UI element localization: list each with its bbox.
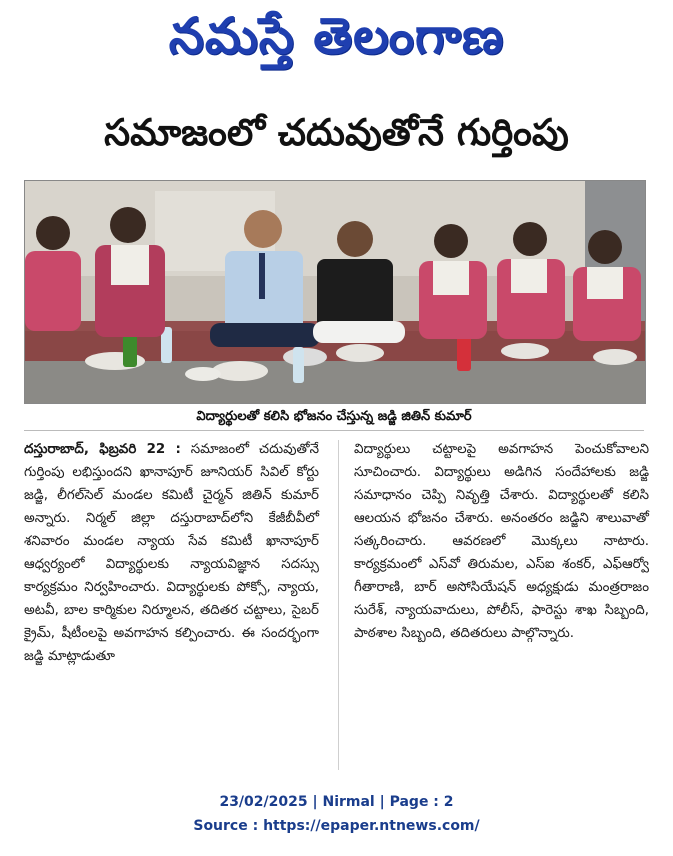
article-dateline: దస్తురాబాద్, ఫిబ్రవరి 22 : bbox=[24, 442, 181, 457]
photo-caption: విద్యార్థులతో కలిసి భోజనం చేస్తున్న జడ్జి జితిన్ కుమార్ bbox=[24, 404, 644, 431]
newspaper-masthead: నమస్తే తెలంగాణ bbox=[168, 6, 505, 65]
photo-illustration bbox=[25, 181, 645, 403]
article-text-left: సమాజంలో చదువుతోనే గుర్తింపు లభిస్తుందని ఖానాపూర్ జూనియర్ సివిల్ కోర్టు జడ్జి, లీగల్‌సెల్ మండల కమిటీ చైర్మన్ జితిన్ కుమార్ అన్నారు. నిర్మల్ జిల్లా దస్తురాబాద్‌లోని కేజీబీవీలో శనివారం మండల న్యాయ సేవ కమిటీ ఖానాపూర్ ఆధ్వర్యంలో విద్యార్థులకు న్యాయవిజ్ఞాన సదస్సు కార్యక్రమం నిర్వహించారు. విద్యార్థులకు పోక్సో, న్యాయ, అటవీ, బాల కార్మికుల నిర్మూలన, తదితర చట్టాలు, సైబర్ క్రైమ్, షీటీంలపై అవగాహన కల్పించారు. ఈ సందర్భంగా జడ్జి మాట్లాడుతూ bbox=[24, 442, 320, 664]
footer-source-link[interactable]: Source : https://epaper.ntnews.com/ bbox=[193, 818, 480, 834]
article-column-right bbox=[354, 438, 649, 645]
news-photo bbox=[24, 180, 646, 404]
column-divider bbox=[338, 440, 339, 770]
footer-date-edition: 23/02/2025 | Nirmal | Page : 2 bbox=[219, 794, 454, 810]
article-text-right: విద్యార్థులు చట్టాలపై అవగాహన పెంచుకోవాలని సూచించారు. విద్యార్థులు అడిగిన సందేహాలకు జడ్జి సమాధానం చెప్పి నివృత్తి చేశారు. విద్యార్థులతో కలిసి ఆలయన భోజనం చేశారు. అనంతరం జడ్జిని శాలువాతో సత్కరించారు. ఆవరణలో మొక్కలు నాటారు. కార్యక్రమంలో ఎస్‌వో తిరుమల, ఎస్ఐ శంకర్, ఎఫ్ఆర్వో గీతారాణి, బార్ అసోసియేషన్ అధ్యక్షుడు మంత్రరాజం సురేశ్, న్యాయవాదులు, పోలీస్, ఫారెస్టు శాఖ సిబ్బంది, పాఠశాల సిబ్బంది, తదితరులు పాల్గొన్నారు. bbox=[354, 442, 649, 641]
article-headline: సమాజంలో చదువుతోనే గుర్తింపు bbox=[104, 111, 569, 154]
article-column-left bbox=[24, 438, 319, 668]
